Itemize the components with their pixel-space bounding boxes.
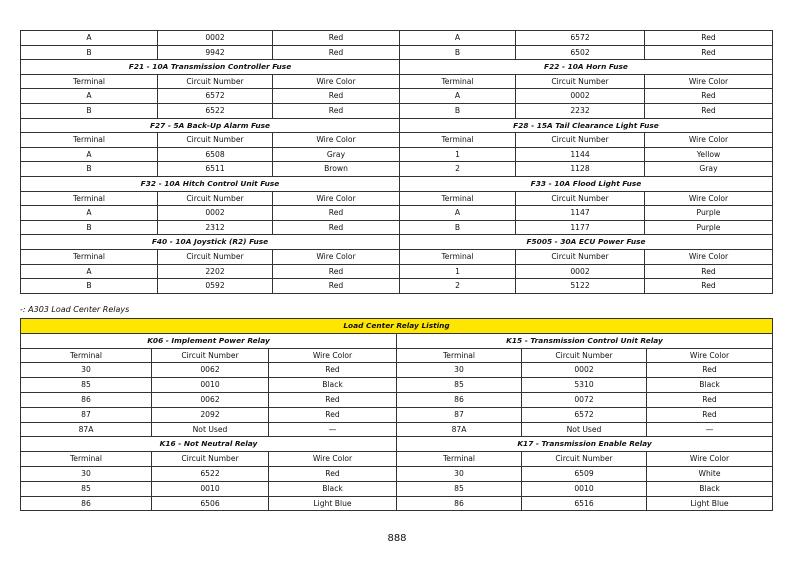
table-cell: Circuit Number (158, 191, 273, 206)
section-header-row (21, 235, 773, 250)
table-cell: Circuit Number (522, 452, 647, 467)
table-cell: Wire Color (645, 191, 773, 206)
table-row (21, 74, 773, 89)
table-cell: Red (269, 466, 397, 481)
table-cell: Red (645, 45, 773, 60)
table-cell: Wire Color (647, 452, 773, 467)
component-title: F32 - 10A Hitch Control Unit Fuse (21, 176, 400, 191)
table-cell: Red (645, 31, 773, 46)
table-cell: Not Used (152, 422, 269, 437)
table-cell: 2202 (158, 264, 273, 279)
section-header-row (21, 333, 773, 348)
table-cell: B (21, 103, 158, 118)
table-cell: 86 (397, 496, 522, 511)
table-cell: Not Used (522, 422, 647, 437)
table-cell: 1 (400, 264, 516, 279)
table-cell: Circuit Number (158, 249, 273, 264)
table-cell: Red (647, 407, 773, 422)
relay-table (20, 318, 773, 511)
table-cell: 6511 (158, 162, 273, 177)
table-cell: Circuit Number (516, 133, 645, 148)
table-cell: Red (645, 89, 773, 104)
table-cell: Purple (645, 220, 773, 235)
table-row (21, 363, 773, 378)
component-title: F28 - 15A Tail Clearance Light Fuse (400, 118, 773, 133)
table-cell: 30 (21, 466, 152, 481)
table-cell: Red (273, 89, 400, 104)
table-cell: Brown (273, 162, 400, 177)
table-cell: Yellow (645, 147, 773, 162)
fuse-table (20, 30, 773, 294)
table-cell: Gray (645, 162, 773, 177)
section-title: -: A303 Load Center Relays (20, 305, 130, 314)
table-cell: 6572 (158, 89, 273, 104)
table-cell: 0002 (522, 363, 647, 378)
table-cell: 6522 (158, 103, 273, 118)
table-row (21, 481, 773, 496)
table-cell: Wire Color (269, 348, 397, 363)
table-cell: Red (273, 279, 400, 294)
table-cell: A (400, 206, 516, 221)
table-cell: Wire Color (273, 249, 400, 264)
table-cell: Black (647, 481, 773, 496)
table-cell: 2092 (152, 407, 269, 422)
table-cell: B (400, 220, 516, 235)
page-number: 888 (387, 533, 407, 544)
table-cell: B (21, 279, 158, 294)
table-cell: Black (269, 378, 397, 393)
table-row (21, 348, 773, 363)
table-row (21, 452, 773, 467)
table-row (21, 31, 773, 46)
table-cell: 0062 (152, 363, 269, 378)
table-row (21, 496, 773, 511)
table-cell: — (269, 422, 397, 437)
table-cell: Wire Color (273, 74, 400, 89)
table-cell: B (21, 45, 158, 60)
table-cell: Red (273, 45, 400, 60)
table-row (21, 407, 773, 422)
component-title: F21 - 10A Transmission Controller Fuse (21, 60, 400, 75)
table-cell: 85 (397, 481, 522, 496)
table-cell: A (21, 206, 158, 221)
table-cell: Circuit Number (516, 74, 645, 89)
table-cell: 2 (400, 162, 516, 177)
section-header-row (21, 118, 773, 133)
table-cell: 6572 (516, 31, 645, 46)
table-cell: 0592 (158, 279, 273, 294)
table-row (21, 378, 773, 393)
component-title: F33 - 10A Flood Light Fuse (400, 176, 773, 191)
table-cell: 87A (21, 422, 152, 437)
table-cell: 5122 (516, 279, 645, 294)
section-header-row (21, 437, 773, 452)
table-cell: 85 (21, 378, 152, 393)
component-title: F22 - 10A Horn Fuse (400, 60, 773, 75)
table-cell: 87A (397, 422, 522, 437)
table-cell: Terminal (21, 249, 158, 264)
table-cell: White (647, 466, 773, 481)
table-cell: 2 (400, 279, 516, 294)
table-cell: 85 (397, 378, 522, 393)
table-cell: Circuit Number (522, 348, 647, 363)
table-cell: A (21, 264, 158, 279)
table-cell: 1 (400, 147, 516, 162)
table-cell: Terminal (21, 133, 158, 148)
table-cell: 9942 (158, 45, 273, 60)
table-cell: Wire Color (273, 133, 400, 148)
table-cell: A (21, 89, 158, 104)
table-cell: 6502 (516, 45, 645, 60)
table-cell: Terminal (21, 348, 152, 363)
table-cell: Black (269, 481, 397, 496)
table-cell: Circuit Number (516, 249, 645, 264)
component-title: F5005 - 30A ECU Power Fuse (400, 235, 773, 250)
table-cell: 0010 (152, 481, 269, 496)
table-row (21, 147, 773, 162)
table-row (21, 162, 773, 177)
table-cell: 0002 (516, 89, 645, 104)
table-cell: Light Blue (269, 496, 397, 511)
table-cell: Circuit Number (158, 133, 273, 148)
table-cell: Terminal (21, 452, 152, 467)
relay-table-title: Load Center Relay Listing (21, 319, 773, 334)
table-cell: 0010 (152, 378, 269, 393)
table-row (21, 392, 773, 407)
table-cell: 6572 (522, 407, 647, 422)
table-cell: — (647, 422, 773, 437)
table-cell: A (21, 31, 158, 46)
table-cell: Wire Color (269, 452, 397, 467)
table-cell: B (400, 103, 516, 118)
table-cell: Wire Color (647, 348, 773, 363)
table-cell: Red (273, 31, 400, 46)
table-cell: A (400, 89, 516, 104)
table-cell: Terminal (400, 191, 516, 206)
table-cell: Red (647, 392, 773, 407)
table-cell: B (21, 220, 158, 235)
table-cell: Red (645, 279, 773, 294)
table-row (21, 264, 773, 279)
table-cell: 1128 (516, 162, 645, 177)
table-row (21, 279, 773, 294)
table-cell: Red (269, 363, 397, 378)
table-cell: Red (273, 206, 400, 221)
table-cell: B (400, 45, 516, 60)
table-cell: A (21, 147, 158, 162)
table-cell: Red (269, 407, 397, 422)
table-cell: 5310 (522, 378, 647, 393)
table-cell: 6509 (522, 466, 647, 481)
relay-table-title-row (21, 319, 773, 334)
table-cell: 0010 (522, 481, 647, 496)
table-cell: 1144 (516, 147, 645, 162)
table-cell: Wire Color (273, 191, 400, 206)
table-cell: 86 (397, 392, 522, 407)
table-cell: 6522 (152, 466, 269, 481)
table-cell: Gray (273, 147, 400, 162)
table-cell: A (400, 31, 516, 46)
table-cell: Circuit Number (152, 452, 269, 467)
table-row (21, 422, 773, 437)
table-cell: Wire Color (645, 249, 773, 264)
table-cell: 1147 (516, 206, 645, 221)
table-cell: Black (647, 378, 773, 393)
table-row (21, 206, 773, 221)
table-cell: Circuit Number (516, 191, 645, 206)
component-title: K17 - Transmission Enable Relay (397, 437, 773, 452)
component-title: K16 - Not Neutral Relay (21, 437, 397, 452)
table-row (21, 191, 773, 206)
table-cell: Terminal (21, 191, 158, 206)
table-cell: Terminal (400, 249, 516, 264)
table-cell: Red (645, 264, 773, 279)
table-cell: Red (273, 264, 400, 279)
table-cell: Light Blue (647, 496, 773, 511)
table-cell: 85 (21, 481, 152, 496)
table-cell: Circuit Number (152, 348, 269, 363)
component-title: K15 - Transmission Control Unit Relay (397, 333, 773, 348)
table-cell: Terminal (21, 74, 158, 89)
table-cell: 6506 (152, 496, 269, 511)
table-row (21, 466, 773, 481)
table-cell: 1177 (516, 220, 645, 235)
table-cell: 2312 (158, 220, 273, 235)
table-cell: 86 (21, 496, 152, 511)
table-row (21, 45, 773, 60)
component-title: F27 - 5A Back-Up Alarm Fuse (21, 118, 400, 133)
table-cell: Purple (645, 206, 773, 221)
table-cell: 0062 (152, 392, 269, 407)
section-header-row (21, 176, 773, 191)
table-cell: 0072 (522, 392, 647, 407)
table-cell: Red (647, 363, 773, 378)
table-row (21, 133, 773, 148)
table-cell: Terminal (400, 133, 516, 148)
table-cell: 6516 (522, 496, 647, 511)
component-title: K06 - Implement Power Relay (21, 333, 397, 348)
table-cell: 2232 (516, 103, 645, 118)
section-header-row (21, 60, 773, 75)
table-cell: Red (645, 103, 773, 118)
table-cell: Red (273, 220, 400, 235)
table-cell: Circuit Number (158, 74, 273, 89)
table-cell: Wire Color (645, 133, 773, 148)
table-cell: 0002 (516, 264, 645, 279)
table-cell: Terminal (397, 348, 522, 363)
table-cell: 87 (397, 407, 522, 422)
table-cell: 0002 (158, 31, 273, 46)
table-row (21, 220, 773, 235)
table-cell: 30 (397, 363, 522, 378)
table-cell: 0002 (158, 206, 273, 221)
table-cell: Red (269, 392, 397, 407)
table-cell: Terminal (397, 452, 522, 467)
table-cell: Terminal (400, 74, 516, 89)
table-cell: 6508 (158, 147, 273, 162)
table-row (21, 89, 773, 104)
table-cell: Red (273, 103, 400, 118)
table-cell: 30 (21, 363, 152, 378)
table-cell: 87 (21, 407, 152, 422)
table-cell: Wire Color (645, 74, 773, 89)
component-title: F40 - 10A Joystick (R2) Fuse (21, 235, 400, 250)
table-row (21, 103, 773, 118)
table-cell: B (21, 162, 158, 177)
table-row (21, 249, 773, 264)
table-cell: 30 (397, 466, 522, 481)
table-cell: 86 (21, 392, 152, 407)
